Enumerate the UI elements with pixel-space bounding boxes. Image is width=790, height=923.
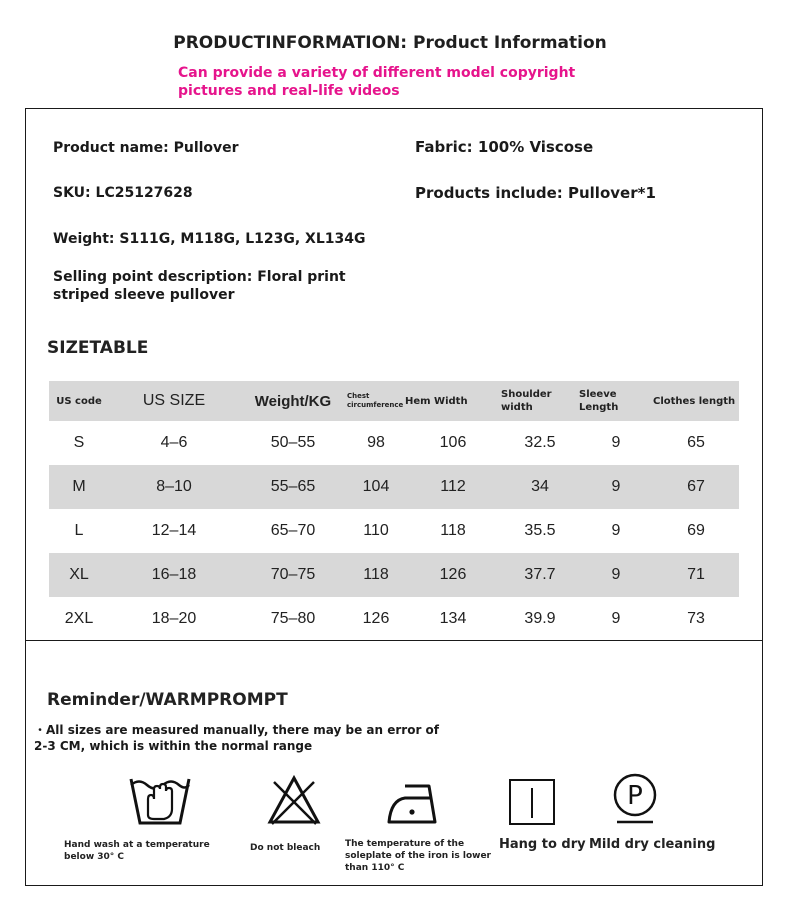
table-cell: 9	[579, 465, 653, 509]
table-row	[49, 421, 739, 465]
table-row	[49, 465, 739, 509]
size-table-title: SIZETABLE	[47, 338, 149, 358]
hand-wash-label: Hand wash at a temperature below 30° C	[64, 840, 210, 862]
table-cell: 126	[405, 553, 501, 597]
table-cell: 9	[579, 553, 653, 597]
product-fabric: Fabric: 100% Viscose	[415, 138, 594, 156]
table-cell: 16–18	[109, 553, 239, 597]
table-cell: 9	[611, 522, 621, 539]
table-cell: 112	[405, 465, 501, 509]
iron-icon	[385, 780, 443, 826]
table-cell: 110	[363, 522, 389, 539]
copyright-note: Can provide a variety of different model copyright pictures and real-life videos	[178, 65, 576, 99]
table-cell: 9	[611, 434, 621, 451]
dry-clean-letter: P	[627, 781, 643, 811]
table-cell: 39.9	[524, 610, 556, 627]
do-not-bleach-icon	[266, 774, 322, 826]
table-cell: 134	[439, 610, 467, 627]
table-cell: 4–6	[160, 434, 188, 451]
header-sleeve: Sleeve Length	[579, 381, 653, 421]
table-cell: 126	[362, 610, 390, 627]
table-cell: 65–70	[270, 522, 316, 539]
table-row	[49, 553, 739, 597]
table-cell: XL	[49, 553, 109, 597]
table-cell: 118	[347, 553, 405, 597]
table-cell: 71	[653, 553, 739, 597]
table-cell: 98	[367, 434, 385, 451]
reminder-title: Reminder/WARMPROMPT	[47, 690, 288, 710]
table-cell: 73	[687, 610, 705, 627]
iron-label: The temperature of the soleplate of the iron is lower than 110° C	[345, 839, 491, 873]
table-header-row	[49, 381, 739, 421]
table-cell: 104	[347, 465, 405, 509]
table-cell: S	[73, 434, 85, 451]
table-cell: 69	[687, 522, 705, 539]
table-row	[49, 509, 739, 553]
table-cell: 55–65	[239, 465, 347, 509]
hang-to-dry-label: Hang to dry	[499, 837, 586, 852]
header-shoulder: Shoulder width	[501, 381, 579, 421]
header-hem-width: Hem Width	[405, 381, 501, 421]
page-title: PRODUCTINFORMATION: Product Information	[173, 33, 607, 53]
dry-clean-label: Mild dry cleaning	[589, 837, 716, 852]
table-cell: 9	[611, 610, 621, 627]
header-clothes-length: Clothes length	[653, 381, 739, 421]
selling-point: Selling point description: Floral print striped sleeve pullover	[53, 269, 346, 303]
table-cell: 18–20	[151, 610, 197, 627]
do-not-bleach-label: Do not bleach	[250, 843, 321, 853]
product-weight: Weight: S111G, M118G, L123G, XL134G	[53, 231, 366, 247]
product-sku: SKU: LC25127628	[53, 185, 193, 201]
dry-clean-icon	[611, 773, 659, 825]
header-us-size: US SIZE	[109, 381, 239, 421]
table-cell: 75–80	[270, 610, 316, 627]
table-cell: 106	[439, 434, 467, 451]
table-cell: 12–14	[151, 522, 197, 539]
header-us-code: US code	[49, 381, 109, 421]
table-cell: 37.7	[501, 553, 579, 597]
table-cell: M	[49, 465, 109, 509]
size-table	[49, 381, 739, 641]
table-cell: 118	[440, 522, 466, 539]
measurement-note: ・All sizes are measured manually, there may be an error of 2-3 CM, which is within the normal range	[34, 723, 440, 753]
header-weight: Weight/KG	[239, 381, 347, 421]
product-includes: Products include: Pullover*1	[415, 184, 656, 202]
table-cell: 67	[653, 465, 739, 509]
table-cell: 50–55	[270, 434, 316, 451]
table-cell: 32.5	[524, 434, 556, 451]
table-row	[49, 597, 739, 641]
table-cell: 35.5	[524, 522, 556, 539]
hand-wash-icon	[128, 775, 192, 827]
table-cell: 34	[501, 465, 579, 509]
product-name: Product name: Pullover	[53, 140, 239, 156]
table-cell: 70–75	[239, 553, 347, 597]
header-chest: Chest circumference	[347, 381, 405, 421]
table-cell: 2XL	[64, 610, 94, 627]
table-cell: 8–10	[109, 465, 239, 509]
hang-to-dry-icon	[508, 778, 556, 826]
table-cell: L	[74, 522, 84, 539]
table-cell: 65	[687, 434, 705, 451]
